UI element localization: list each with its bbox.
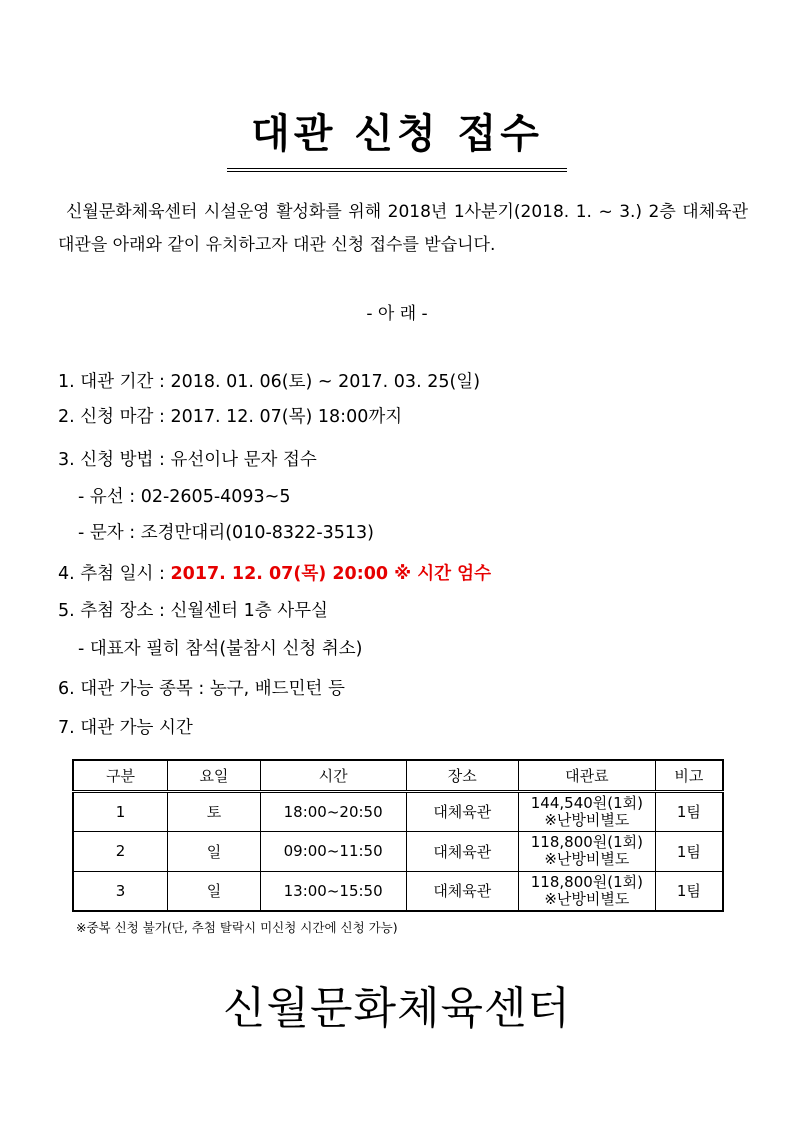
- cell-fee: [519, 871, 656, 911]
- table-row: [73, 871, 723, 911]
- page-title: 대관 신청 접수: [227, 106, 567, 172]
- item-hours: 7. 대관 가능 시간: [58, 718, 193, 738]
- cell-fee: [519, 831, 656, 871]
- intro-paragraph: 신월문화체육센터 시설운영 활성화를 위해 2018년 1사분기(2018. 1. ~ 3.) 2층 대체육관 대관을 아래와 같이 유치하고자 대관 신청 접수를 받습니다.: [58, 202, 748, 255]
- item-draw-place: 5. 추첨 장소 : 신월센터 1층 사무실: [58, 601, 328, 621]
- header-category: 구분: [73, 760, 168, 791]
- cell-no: 2: [73, 831, 168, 871]
- cell-place: 대체육관: [406, 791, 519, 831]
- cell-no: 3: [73, 871, 168, 911]
- item-rental-period: 1. 대관 기간 : 2018. 01. 06(토) ~ 2017. 03. 25(일): [58, 372, 481, 392]
- cell-place: 대체육관: [406, 831, 519, 871]
- cell-remark: 1팀: [655, 791, 723, 831]
- item-method-phone: - 유선 : 02-2605-4093~5: [78, 487, 291, 507]
- header-fee: 대관료: [519, 760, 656, 791]
- rental-schedule-table: [72, 759, 724, 912]
- cell-day: 토: [168, 791, 261, 831]
- table-header-row: [73, 760, 723, 791]
- fee-amount: 118,800원(1회): [530, 872, 644, 891]
- title-block: [0, 106, 794, 172]
- draw-time-label: 4. 추첨 일시 :: [58, 564, 171, 584]
- table-row: [73, 831, 723, 871]
- table-row: [73, 791, 723, 831]
- cell-place: 대체육관: [406, 871, 519, 911]
- cell-time: 13:00~15:50: [260, 871, 406, 911]
- item-draw-place-note: - 대표자 필히 참석(불참시 신청 취소): [78, 639, 363, 659]
- cell-time: 09:00~11:50: [260, 831, 406, 871]
- item-method-sms: - 문자 : 조경만대리(010-8322-3513): [78, 523, 374, 543]
- cell-day: 일: [168, 871, 261, 911]
- fee-note: ※난방비별도: [544, 850, 630, 868]
- header-day: 요일: [168, 760, 261, 791]
- draw-time-value: 2017. 12. 07(목) 20:00 ※ 시간 엄수: [170, 564, 491, 584]
- header-place: 장소: [406, 760, 519, 791]
- header-time: 시간: [260, 760, 406, 791]
- cell-remark: 1팀: [655, 831, 723, 871]
- item-draw-time: [58, 562, 491, 586]
- item-method: 3. 신청 방법 : 유선이나 문자 접수: [58, 450, 317, 470]
- cell-fee: [519, 791, 656, 831]
- notice-heading: - 아 래 -: [366, 304, 428, 324]
- fee-amount: 118,800원(1회): [530, 833, 644, 851]
- item-deadline: 2. 신청 마감 : 2017. 12. 07(목) 18:00까지: [58, 407, 403, 427]
- cell-day: 일: [168, 831, 261, 871]
- fee-note: ※난방비별도: [544, 889, 630, 908]
- duplicate-note: ※중복 신청 불가(단, 추첨 탈락시 미신청 시간에 신청 가능): [76, 920, 398, 935]
- cell-remark: 1팀: [655, 871, 723, 911]
- organization-name: 신월문화체육센터: [222, 983, 572, 1034]
- fee-note: ※난방비별도: [544, 810, 630, 829]
- cell-no: 1: [73, 791, 168, 831]
- cell-time: 18:00~20:50: [260, 791, 406, 831]
- header-remark: 비고: [655, 760, 723, 791]
- item-sports: 6. 대관 가능 종목 : 농구, 배드민턴 등: [58, 679, 345, 699]
- fee-amount: 144,540원(1회): [530, 793, 644, 812]
